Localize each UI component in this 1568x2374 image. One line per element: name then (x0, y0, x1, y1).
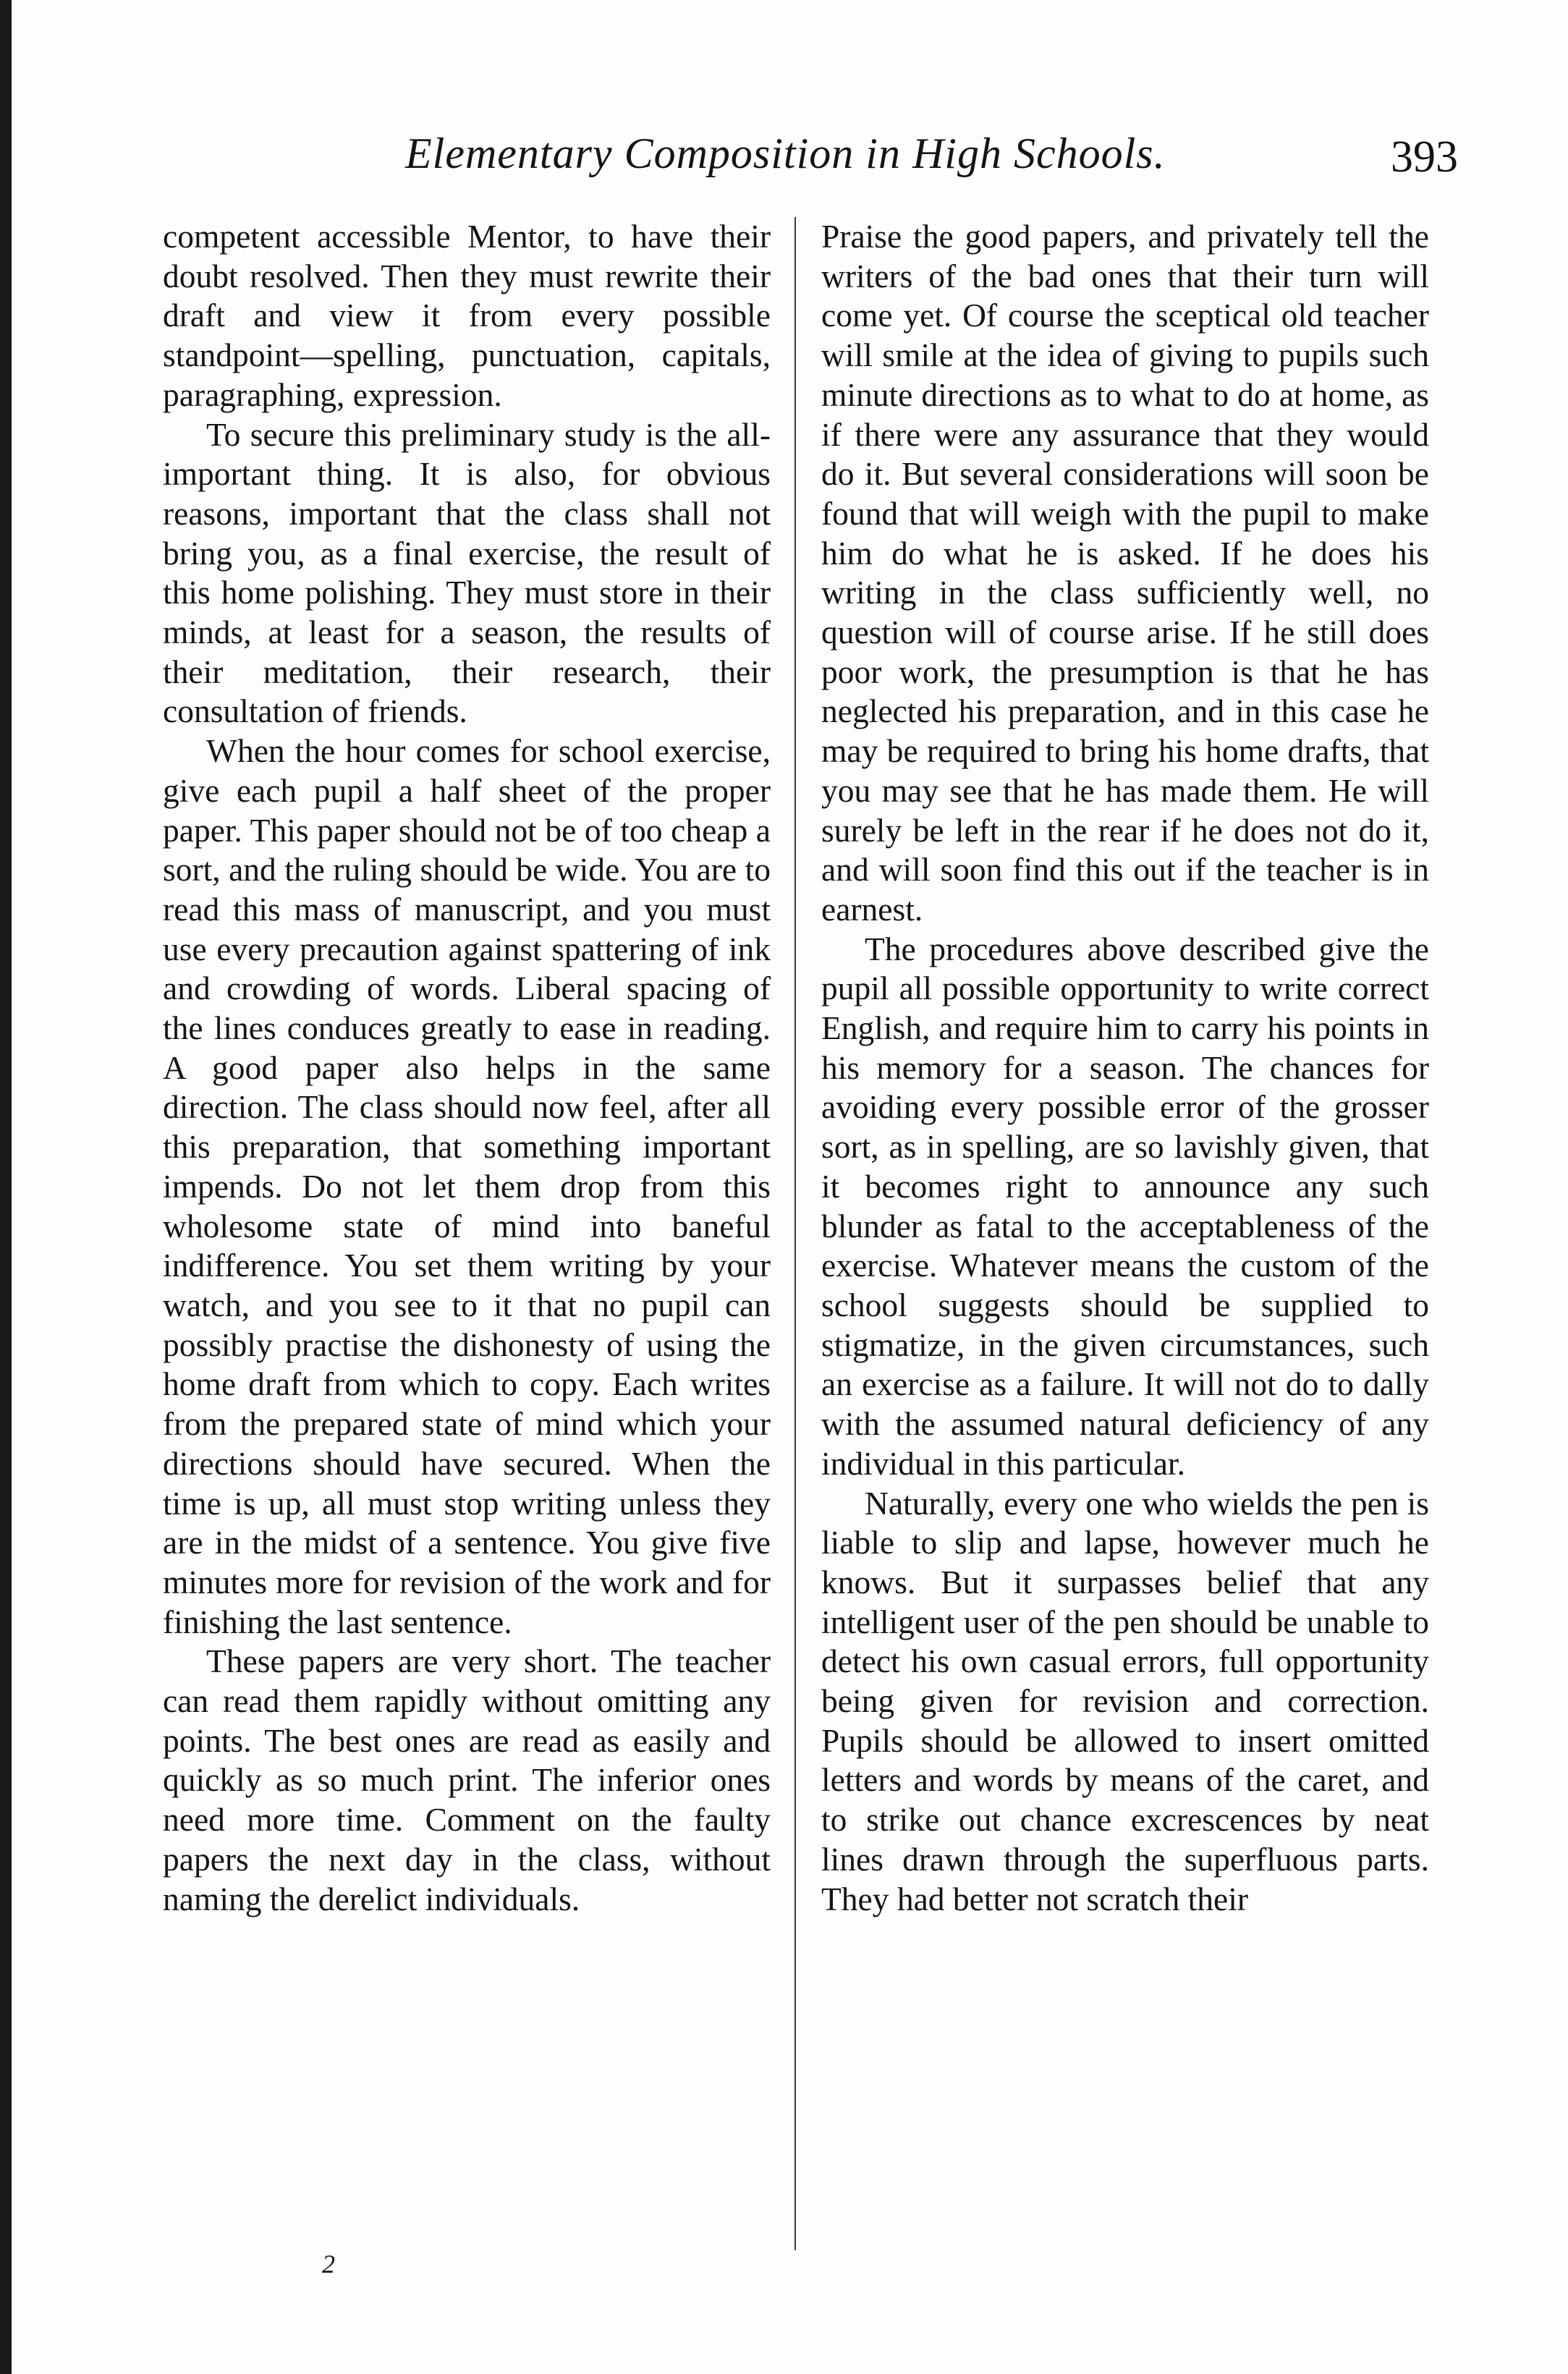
paragraph: competent accessible Mentor, to have their doubt resolved. Then they must rewrite their draft and view it from every possible standpoint—spelling, punctuation, capitals, paragraphing, expression. (163, 218, 771, 413)
running-head-title: Elementary Composition in High Schools. (405, 130, 1166, 177)
paragraph: Naturally, every one who wields the pen is liable to slip and lapse, however much he knows. But it surpasses belief that any intelligent user of the pen should be unable to detect his own casual errors, full opportunity being given for revision and correction. Pupils should be allowed to insert omitted letters and words by means of the caret, and to strike out chance excrescences by neat lines drawn through the superfluous parts. They had better not scratch their (821, 1484, 1429, 1917)
binding-edge (0, 0, 12, 2374)
page-number: 393 (1391, 132, 1458, 182)
signature-mark: 2 (322, 2250, 335, 2278)
paragraph: To secure this preliminary study is the all-important thing. It is also, for obvious reasons, important that the class shall not bring you, as a final exercise, the result of this home polishing. They must store in their minds, at least for a season, the results of their meditation, their research, their consultation of friends. (163, 415, 771, 730)
paragraph: Praise the good papers, and privately tell the writers of the bad ones that their turn will come yet. Of course the sceptical old teacher will smile at the idea of giving to pupils such minute directions as to what to do at home, as if there were any assurance that they would do it. But several considerations will soon be found that will weigh with the pupil to make him do what he is asked. If he does his writing in the class sufficiently well, no question will of course arise. If he still does poor work, the presumption is that he has neglected his preparation, and in this case he may be required to bring his home drafts, that you may see that he has made them. He will surely be left in the rear if he does not do it, and will soon find this out if the teacher is in earnest. (821, 218, 1429, 928)
column-divider (794, 217, 796, 2250)
paragraph: These papers are very short. The teacher can read them rapidly without omitting any points. The best ones are read as easily and quickly as so much print. The inferior ones need more time. Comment on the faulty papers the next day in the class, without naming the derelict individuals. (163, 1642, 771, 1917)
right-column (821, 217, 1429, 1919)
paragraph: When the hour comes for school exercise, give each pupil a half sheet of the proper paper. This paper should not be of too cheap a sort, and the ruling should be wide. You are to read this mass of manuscript, and you must use every precaution against spattering of ink and crowding of words. Liberal spacing of the lines conduces greatly to ease in reading. A good paper also helps in the same direction. The class should now feel, after all this preparation, that something important impends. Do not let them drop from this wholesome state of mind into baneful indifference. You set them writing by your watch, and you see to it that no pupil can possibly practise the dishonesty of using the home draft from which to copy. Each writes from the prepared state of mind which your directions should have secured. When the time is up, all must stop writing unless they are in the midst of a sentence. You give five minutes more for revision of the work and for finishing the last sentence. (163, 732, 771, 1640)
left-column (163, 217, 771, 1919)
paragraph: The procedures above described give the pupil all possible opportunity to write correct English, and require him to carry his points in his memory for a season. The chances for avoiding every possible error of the grosser sort, as in spelling, are so lavishly given, that it becomes right to announce any such blunder as fatal to the acceptableness of the exercise. Whatever means the custom of the school suggests should be supplied to stigmatize, in the given circumstances, such an exercise as a failure. It will not do to dally with the assumed natural deficiency of any individual in this particular. (821, 930, 1429, 1482)
